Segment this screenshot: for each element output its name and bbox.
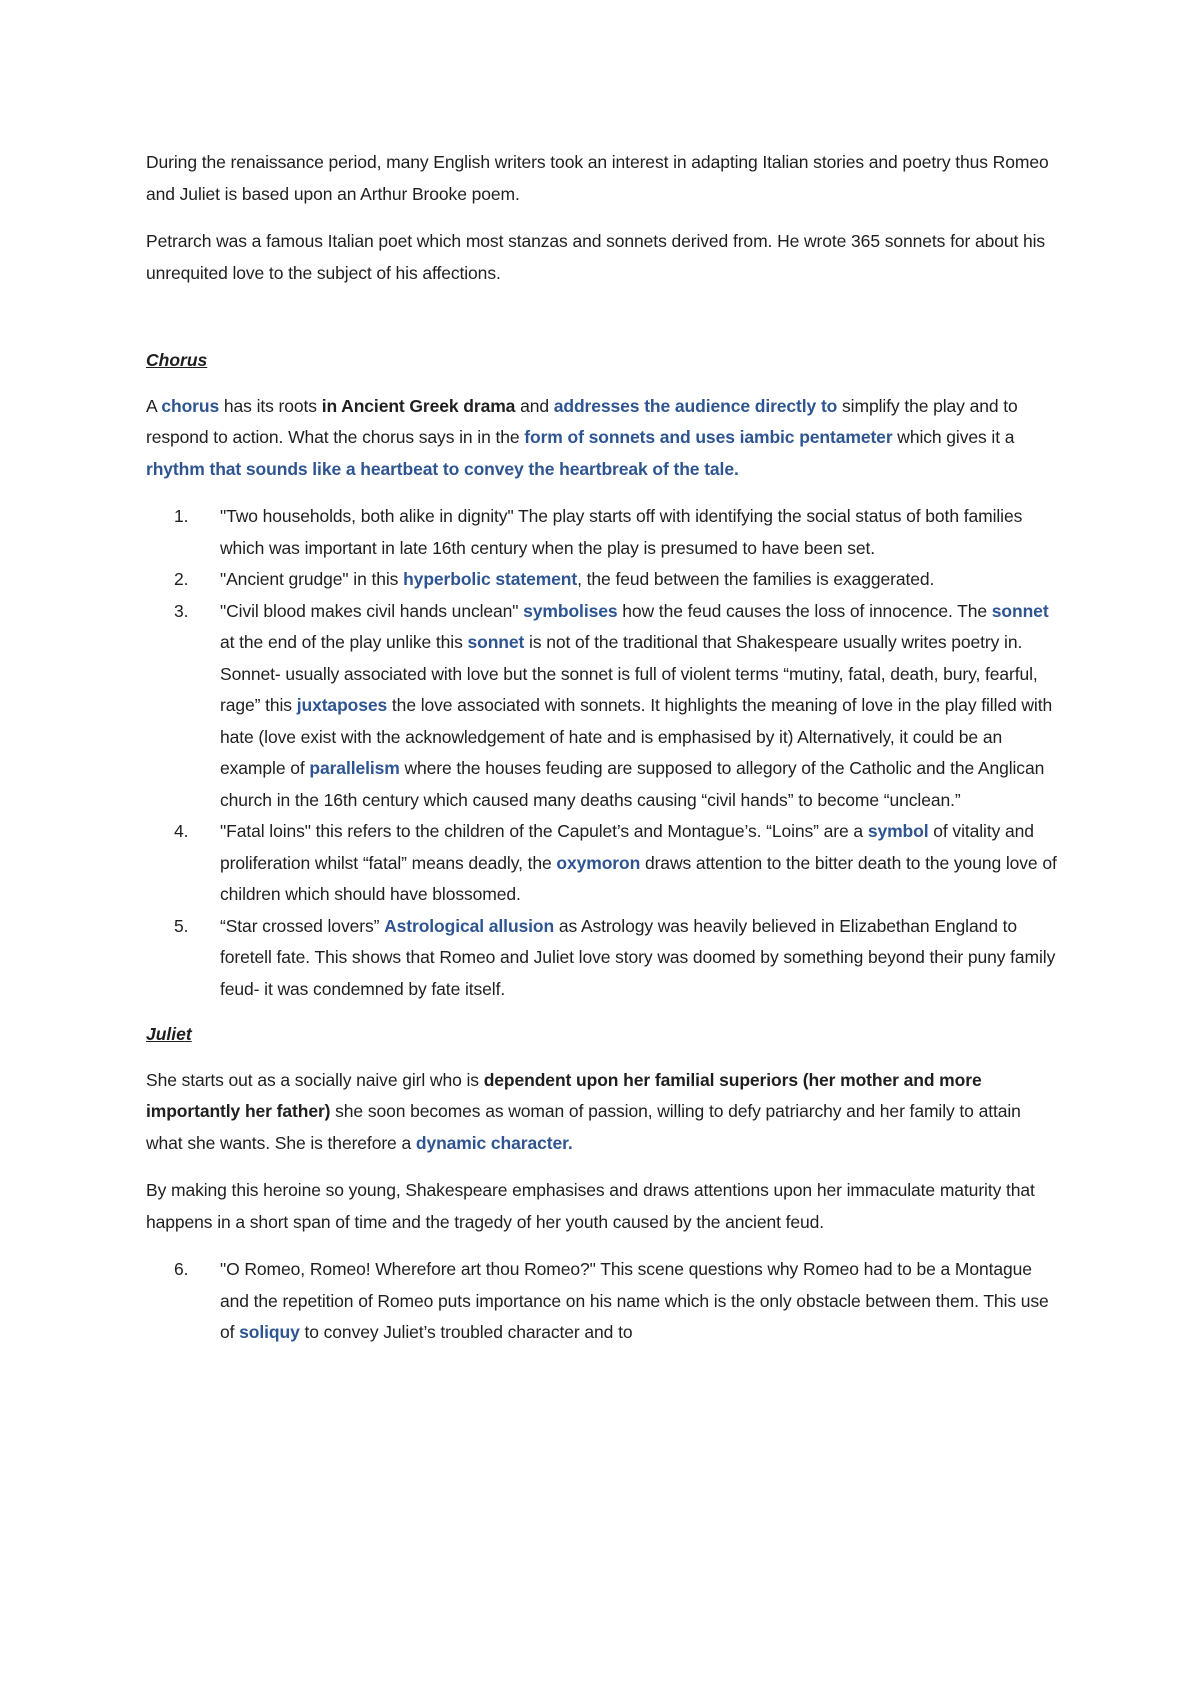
chorus-paragraph <box>146 391 1060 486</box>
text-run: During the renaissance period, many English writers took an interest in adapting Italian stories and poetry thus Romeo and Juliet is based upon an Arthur Brooke poem. <box>146 152 1049 204</box>
text-run: as Astrology was heavily believed in Elizabethan England to foretell fate. This shows that Romeo and Juliet love story was doomed by something beyond their puny family feud- it was condemned by fate itself. <box>220 915 1056 999</box>
text-run: is not of the traditional that Shakespeare usually writes poetry in. Sonnet- usually associated with love but the sonnet is full of violent terms “mutiny, fatal, death, bury, fearful, rage” this <box>220 632 1038 715</box>
text-run: at the end of the play unlike this <box>220 632 468 652</box>
text-run: "Ancient grudge" in this <box>220 569 404 589</box>
highlighted-term: addresses the audience directly to <box>553 395 838 416</box>
juliet-list <box>146 1254 1060 1349</box>
text-run: which gives it a <box>892 427 1015 447</box>
juliet-paragraph-dynamic <box>146 1065 1060 1160</box>
text-run: "Civil blood makes civil hands unclean" <box>220 600 524 621</box>
highlighted-term: sonnet <box>991 600 1049 621</box>
list-item <box>146 596 1060 817</box>
list-item-number: 2. <box>174 569 189 589</box>
text-run: Petrarch was a famous Italian poet which most stanzas and sonnets derived from. He wrote 365 sonnets for about his unrequited love to the subject of his affections. <box>146 231 1046 283</box>
text-run: to convey Juliet’s troubled character and to <box>299 1322 633 1342</box>
list-item-number: 5. <box>174 915 189 936</box>
highlighted-term: sonnet <box>467 632 525 652</box>
list-item-number: 6. <box>174 1259 189 1279</box>
highlighted-term: chorus <box>161 395 220 416</box>
list-item <box>146 501 1060 564</box>
highlighted-term: oxymoron <box>556 852 641 873</box>
chorus-list <box>146 501 1060 1005</box>
list-item <box>146 1254 1060 1349</box>
highlighted-term: soliquy <box>239 1322 300 1342</box>
list-item-number: 3. <box>174 600 189 621</box>
text-run: "Fatal loins" this refers to the children of the Capulet’s and Montague’s. “Loins” are a <box>220 821 868 841</box>
highlighted-term: dynamic character. <box>415 1132 573 1153</box>
highlighted-term: hyperbolic statement <box>403 569 578 589</box>
text-run: the love associated with sonnets. It highlights the meaning of love in the play filled with hate (love exist with the acknowledgement of hate and is emphasised by it) Alternatively, it could be an example of <box>220 695 1053 778</box>
text-run: By making this heroine so young, Shakespeare emphasises and draws attentions upon her immaculate maturity that happens in a short span of time and the tragedy of her youth caused by the ancient feud. <box>146 1180 1035 1232</box>
list-item-number: 4. <box>174 821 189 841</box>
list-item <box>146 816 1060 911</box>
highlighted-term: form of sonnets and uses iambic pentameter <box>524 427 893 447</box>
juliet-section <box>146 1019 1060 1349</box>
text-run: "Two households, both alike in dignity" The play starts off with identifying the social status of both families which was important in late 16th century when the play is presumed to have been set. <box>220 506 1023 558</box>
text-run: how the feud causes the loss of innocence. The <box>617 600 992 621</box>
juliet-paragraph-young <box>146 1175 1060 1238</box>
text-run: has its roots <box>219 395 322 416</box>
text-run: “Star crossed lovers” <box>220 915 385 936</box>
intro-section <box>146 147 1060 289</box>
list-item <box>146 911 1060 1006</box>
text-run: simplify the play and to respond to action. What the chorus says in in the <box>146 395 1018 447</box>
text-run: where the houses feuding are supposed to allegory of the Catholic and the Anglican church in the 16th century which caused many deaths causing “civil hands” to become “unclean.” <box>220 758 1045 810</box>
intro-paragraph-renaissance <box>146 147 1060 210</box>
chorus-heading: Chorus <box>146 350 208 370</box>
highlighted-term: symbol <box>867 821 929 841</box>
text-run: she soon becomes as woman of passion, willing to defy patriarchy and her family to attain what she wants. She is therefore a <box>146 1101 1021 1153</box>
bold-phrase: in Ancient Greek drama <box>321 395 516 416</box>
list-item <box>146 564 1060 596</box>
highlighted-term: parallelism <box>309 758 400 778</box>
list-item-number: 1. <box>174 506 189 526</box>
bold-phrase: dependent upon her familial superiors (her mother and more importantly her father) <box>146 1069 982 1121</box>
text-run: , the feud between the families is exaggerated. <box>577 569 935 589</box>
text-run: "O Romeo, Romeo! Wherefore art thou Romeo?" This scene questions why Romeo had to be a Montague and the repetition of Romeo puts importance on his name which is the only obstacle between them. This use of <box>220 1259 1049 1342</box>
intro-paragraph-petrarch <box>146 226 1060 289</box>
highlighted-term: Astrological allusion <box>384 915 555 936</box>
highlighted-term: symbolises <box>523 600 618 621</box>
chorus-section <box>146 345 1060 1005</box>
highlighted-term: rhythm that sounds like a heartbeat to convey the heartbreak of the tale. <box>146 458 739 479</box>
text-run: A <box>146 395 162 416</box>
text-run: of vitality and proliferation whilst “fatal” means deadly, the <box>220 821 1034 873</box>
juliet-heading: Juliet <box>146 1024 192 1044</box>
text-run: and <box>515 395 554 416</box>
highlighted-term: juxtaposes <box>296 695 388 715</box>
text-run: She starts out as a socially naive girl who is <box>146 1069 484 1090</box>
text-run: draws attention to the bitter death to the young love of children which should have blossomed. <box>220 852 1057 904</box>
